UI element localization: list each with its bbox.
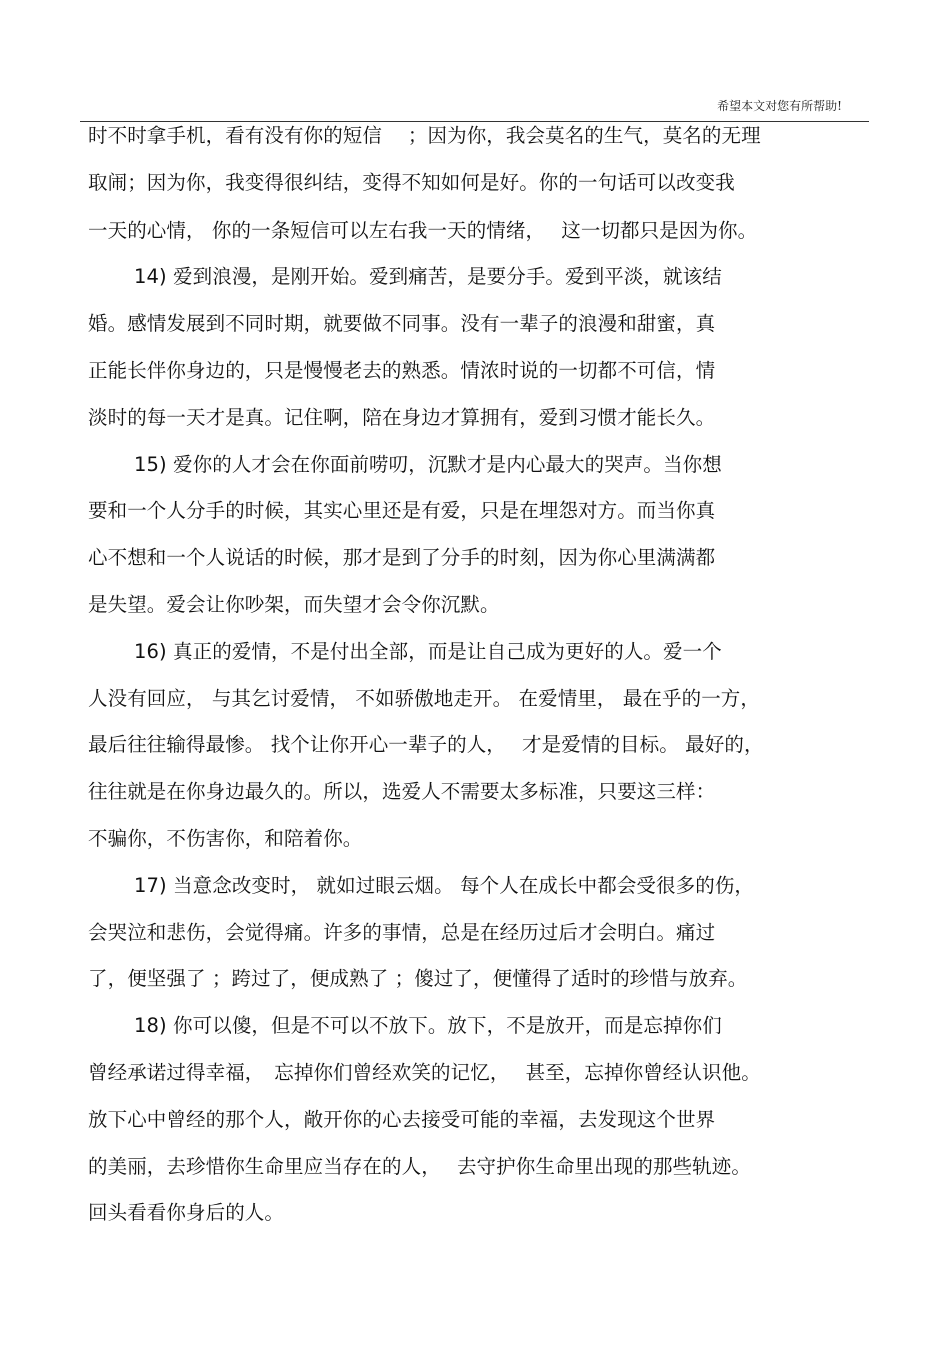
text-line: 人没有回应， 与其乞讨爱情， 不如骄傲地走开。 在爱情里， 最在乎的一方，: [88, 687, 760, 710]
text-line: 放下心中曾经的那个人，敞开你的心去接受可能的幸福，去发现这个世界: [88, 1108, 716, 1131]
text-line: 回头看看你身后的人。: [88, 1201, 285, 1224]
header-note: 希望本文对您有所帮助!: [717, 99, 842, 113]
paragraph-start-18: 18) 你可以傻，但是不可以不放下。放下，不是放开，而是忘掉你们: [134, 1014, 722, 1037]
text-line: 往往就是在你身边最久的。所以，选爱人不需要太多标准，只要这三样：: [88, 780, 716, 803]
text-line: 取闹；因为你，我变得很纠结，变得不知如何是好。你的一句话可以改变我: [88, 171, 735, 194]
paragraph-start-17: 17) 当意念改变时， 就如过眼云烟。 每个人在成长中都会受很多的伤，: [134, 874, 755, 897]
text-line: 一天的心情， 你的一条短信可以左右我一天的情绪， 这一切都只是因为你。: [88, 219, 758, 242]
text-line: 是失望。爱会让你吵架，而失望才会令你沉默。: [88, 593, 500, 616]
text-line: 的美丽，去珍惜你生命里应当存在的人， 去守护你生命里出现的那些轨迹。: [88, 1155, 751, 1178]
paragraph-start-15: 15) 爱你的人才会在你面前唠叨，沉默才是内心最大的哭声。当你想: [134, 453, 722, 476]
text-line: 心不想和一个人说话的时候，那才是到了分手的时刻，因为你心里满满都: [88, 546, 716, 569]
paragraph-start-14: 14) 爱到浪漫，是刚开始。爱到痛苦，是要分手。爱到平淡，就该结: [134, 265, 722, 288]
text-line: 了，便坚强了 ；跨过了，便成熟了 ；傻过了，便懂得了适时的珍惜与放弃。: [88, 967, 748, 990]
text-line: 最后往往输得最惨。 找个让你开心一辈子的人， 才是爱情的目标。 最好的，: [88, 733, 764, 756]
text-line: 要和一个人分手的时候，其实心里还是有爱，只是在埋怨对方。而当你真: [88, 499, 716, 522]
text-line: 曾经承诺过得幸福， 忘掉你们曾经欢笑的记忆， 甚至，忘掉你曾经认识他。: [88, 1061, 761, 1084]
text-line: 淡时的每一天才是真。记住啊，陪在身边才算拥有，爱到习惯才能长久。: [88, 406, 716, 429]
text-line: 不骗你，不伤害你，和陪着你。: [88, 827, 363, 850]
text-line: 婚。感情发展到不同时期，就要做不同事。没有一辈子的浪漫和甜蜜，真: [88, 312, 716, 335]
header-divider: [80, 121, 869, 122]
text-line: 正能长伴你身边的，只是慢慢老去的熟悉。情浓时说的一切都不可信，情: [88, 359, 716, 382]
text-line: 会哭泣和悲伤，会觉得痛。许多的事情，总是在经历过后才会明白。痛过: [88, 921, 716, 944]
paragraph-start-16: 16) 真正的爱情，不是付出全部，而是让自己成为更好的人。爱一个: [134, 640, 722, 663]
text-line: 时不时拿手机，看有没有你的短信 ；因为你，我会莫名的生气，莫名的无理: [88, 124, 761, 147]
